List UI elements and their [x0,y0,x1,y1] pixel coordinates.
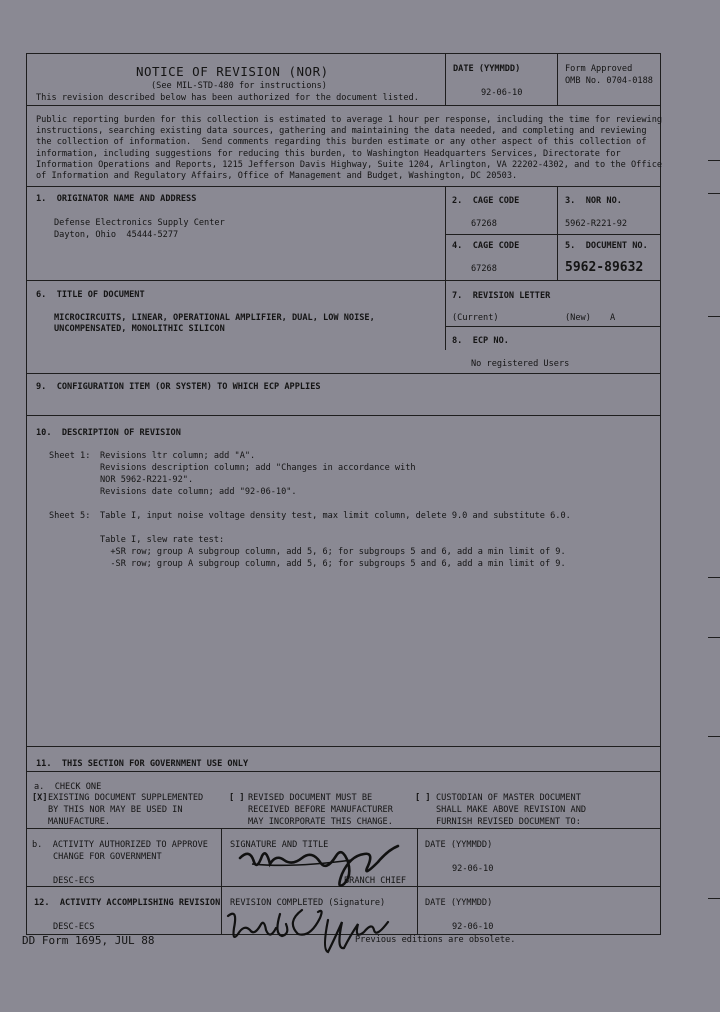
government-section-label: 11. THIS SECTION FOR GOVERNMENT USE ONLY [36,759,249,769]
revision-line: Table I, input noise voltage density test, max limit column, delete 9.0 and substitute 6.0. [100,511,571,521]
revision-line: Revisions description column; add "Changes in accordance with [100,463,416,473]
approving-activity-value: DESC-ECS [53,876,95,886]
document-no-value: 5962-89632 [565,260,644,275]
burden-line: Public reporting burden for this collection is estimated to average 1 hour per response, including the time for reviewing [36,115,663,125]
form-subtitle: (See MIL-STD-480 for instructions) [151,81,327,91]
option-revised-checkbox[interactable]: [ ] [229,793,245,803]
sheet5-label: Sheet 5: [49,511,91,521]
description-label: 10. DESCRIPTION OF REVISION [36,428,181,438]
option-supplemented-line: BY THIS NOR MAY BE USED IN [48,805,183,815]
cage-code-2-label: 2. CAGE CODE [452,196,520,206]
revision-current: (Current) [452,313,499,323]
option-revised-line: RECEIVED BEFORE MANUFACTURER [248,805,393,815]
revision-line: -SR row; group A subgroup column, add 5, 6; for subgroups 5 and 6, add a min limit of 9. [100,559,566,569]
burden-line: instructions, searching existing data sources, gathering and maintaining the data needed, and completing and reviewing [36,126,647,136]
signature-title-label: SIGNATURE AND TITLE [230,840,329,850]
title-of-document-line: MICROCIRCUITS, LINEAR, OPERATIONAL AMPLIFIER, DUAL, LOW NOISE, [54,313,375,323]
option-supplemented-line: MANUFACTURE. [48,817,111,827]
check-one-label: a. CHECK ONE [34,782,102,792]
previous-editions-note: Previous editions are obsolete. [355,935,516,945]
originator-name: Defense Electronics Supply Center [54,218,225,228]
revision-line: Revisions ltr column; add "A". [100,451,256,461]
accomplishing-activity-value: DESC-ECS [53,922,95,932]
title-of-document-label: 6. TITLE OF DOCUMENT [36,290,145,300]
option-custodian-line: SHALL MAKE ABOVE REVISION AND [436,805,587,815]
title-of-document-line: UNCOMPENSATED, MONOLITHIC SILICON [54,324,225,334]
accomplishing-activity-label: 12. ACTIVITY ACCOMPLISHING REVISION [34,898,221,908]
approving-activity-label: b. ACTIVITY AUTHORIZED TO APPROVE [32,840,208,850]
sheet1-label: Sheet 1: [49,451,91,461]
option-custodian-checkbox[interactable]: [ ] [415,793,431,803]
revision-new-value: A [610,313,616,323]
form-number: DD Form 1695, JUL 88 [22,934,155,947]
header-date-value: 92-06-10 [481,88,523,98]
authorized-statement: This revision described below has been authorized for the document listed. [36,93,419,103]
approval-date-value: 92-06-10 [452,864,494,874]
revision-date-label: DATE (YYMMDD) [425,898,493,908]
ecp-no-label: 8. ECP NO. [452,336,509,346]
option-custodian-line: FURNISH REVISED DOCUMENT TO: [436,817,581,827]
option-supplemented-line: EXISTING DOCUMENT SUPPLEMENTED [48,793,204,803]
revision-new-label: (New) [565,313,591,323]
form-approved: Form Approved [565,64,633,74]
burden-line: of Information and Regulatory Affairs, Office of Management and Budget, Washington, DC 20503. [36,171,518,181]
burden-line: the collection of information. Send comments regarding this burden estimate or any other aspect of this collection of [36,137,647,147]
option-revised-line: MAY INCORPORATE THIS CHANGE. [248,817,393,827]
cage-code-4-value: 67268 [471,264,497,274]
revision-line: Table I, slew rate test: [100,535,225,545]
approving-activity-label: CHANGE FOR GOVERNMENT [53,852,162,862]
option-custodian-line: CUSTODIAN OF MASTER DOCUMENT [436,793,581,803]
revision-line: NOR 5962-R221-92". [100,475,194,485]
form-title: NOTICE OF REVISION (NOR) [136,64,329,79]
revision-line: +SR row; group A subgroup column, add 5, 6; for subgroups 5 and 6, add a min limit of 9. [100,547,566,557]
omb-number: OMB No. 0704-0188 [565,76,653,86]
option-supplemented-checkbox[interactable]: [X] [32,793,48,803]
nor-no-value: 5962-R221-92 [565,219,628,229]
approval-date-label: DATE (YYMMDD) [425,840,493,850]
nor-no-label: 3. NOR NO. [565,196,622,206]
revision-date-value: 92-06-10 [452,922,494,932]
header-date-label: DATE (YYMMDD) [453,64,521,74]
revision-line: Revisions date column; add "92-06-10". [100,487,297,497]
originator-address: Dayton, Ohio 45444-5277 [54,230,179,240]
ecp-no-value: No registered Users [471,359,570,369]
cage-code-2-value: 67268 [471,219,497,229]
burden-line: information, including suggestions for reducing this burden, to Washington Headquarters Services, Directorate for [36,149,621,159]
signer-title: BRANCH CHIEF [344,876,407,886]
originator-label: 1. ORIGINATOR NAME AND ADDRESS [36,194,197,204]
configuration-item-label: 9. CONFIGURATION ITEM (OR SYSTEM) TO WHICH ECP APPLIES [36,382,321,392]
cage-code-4-label: 4. CAGE CODE [452,241,520,251]
frame-top [26,53,661,54]
revision-completed-label: REVISION COMPLETED (Signature) [230,898,386,908]
document-no-label: 5. DOCUMENT NO. [565,241,648,251]
revision-letter-label: 7. REVISION LETTER [452,291,551,301]
burden-line: Information Operations and Reports, 1215 Jefferson Davis Highway, Suite 1204, Arlington, VA 22202-4302, and to the Office [36,160,663,170]
approver-signature [232,836,410,892]
revision-completed-signature [224,900,394,956]
option-revised-line: REVISED DOCUMENT MUST BE [248,793,373,803]
